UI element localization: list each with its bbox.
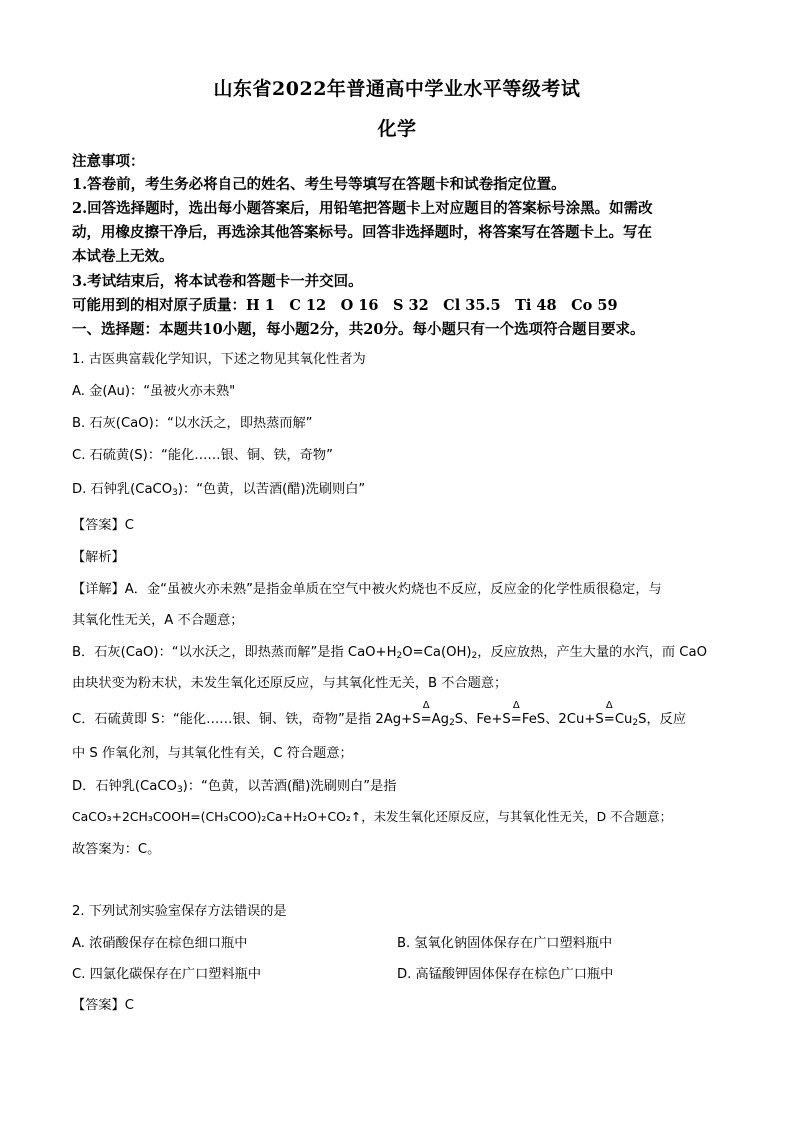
notice-item-2-line-3: 本试卷上无效。 (72, 248, 174, 265)
q1-explanation-b-line-1: B．石灰(CaO)：“以水沃之，即热蒸而解”是指 $CaO+H_2O=Ca(OH)_2$，反应放热，产生大量的水汽，而 CaO (72, 645, 707, 661)
q1-explanation-c-line-2: 中 S 作氧化剂，与其氧化性有关，C 符合题意； (72, 746, 353, 761)
notice-item-2-line-1: 2.回答选择题时，选出每小题答案后，用铅笔把答题卡上对应题目的答案标号涂黑。如需改 (72, 200, 653, 217)
q1-explanation-c-line-1: C．石硫黄即 S：“能化……银、铜、铁，奇物”是指 2Ag+S= Δ $Ag_2S$、Fe+S= Δ FeS、2Cu+S= Δ $Cu_2S$，反应 (72, 700, 687, 728)
q1-option-b: B. 石灰(CaO)：“以水沃之，即热蒸而解” (72, 416, 313, 431)
q2-option-b: B. 氢氧化钠固体保存在广口塑料瓶中 (397, 936, 613, 951)
heat-symbol: Δ (422, 700, 430, 711)
q1-answer: 【答案】C (72, 518, 134, 533)
q2-option-a: A. 浓硝酸保存在棕色细口瓶中 (72, 936, 248, 951)
q1-explanation-a-line-2: 其氧化性无关，A 不合题意； (72, 613, 244, 628)
notice-item-2-line-2: 动，用橡皮擦干净后，再选涂其他答案标号。回答非选择题时，将答案写在答题卡上。写在 (72, 224, 652, 241)
q1-analysis-tag: 【解析】 (72, 550, 125, 565)
q1-stem: 1. 古医典富载化学知识，下述之物见其氧化性者为 (72, 352, 366, 367)
q1-option-c: C. 石硫黄(S)：“能化……银、铜、铁，奇物” (72, 448, 333, 463)
notice-heading: 注意事项： (72, 153, 145, 170)
heat-symbol: Δ (605, 700, 613, 711)
q1-option-d: D. 石钟乳(CaCO$_3$)：“色黄，以苦酒(醋)洗刷则白” (72, 482, 366, 498)
section-heading: 一、选择题：本题共10小题，每小题2分，共20分。每小题只有一个选项符合题目要求。 (72, 321, 645, 338)
notice-item-3: 3.考试结束后，将本试卷和答题卡一并交回。 (72, 273, 363, 290)
exam-title: 山东省2022年普通高中学业水平等级考试 (213, 78, 581, 100)
atomic-masses: 可能用到的相对原子质量：H 1 C 12 O 16 S 32 Cl 35.5 Ti 48 Co 59 (72, 297, 618, 314)
q1-explanation-d-line-1: D．石钟乳(CaCO$_3$)：“色黄，以苦酒(醋)洗刷则白”是指 (72, 779, 397, 795)
q2-option-c: C. 四氯化碳保存在广口塑料瓶中 (72, 967, 262, 982)
subject-title: 化学 (377, 118, 417, 140)
q2-option-d: D. 高锰酸钾固体保存在棕色广口瓶中 (397, 967, 614, 982)
q1-explanation-b-line-2: 由块状变为粉末状，未发生氧化还原反应，与其氧化性无关，B 不合题意； (72, 676, 508, 691)
q1-conclusion: 故答案为：C。 (72, 842, 161, 857)
q1-explanation-d-line-2: CaCO₃+2CH₃COOH=(CH₃COO)₂Ca+H₂O+CO₂↑，未发生氧化还原反应，与其氧化性无关，D 不合题意； (72, 809, 673, 824)
notice-item-1: 1.答卷前，考生务必将自己的姓名、考生号等填写在答题卡和试卷指定位置。 (72, 176, 566, 193)
heat-symbol: Δ (512, 700, 520, 711)
q1-explanation-a-line-1: 【详解】A．金“虽被火亦未熟”是指金单质在空气中被火灼烧也不反应，反应金的化学性质很稳定，与 (72, 582, 662, 597)
q1-option-a: A. 金(Au)：“虽被火亦未熟" (72, 384, 236, 399)
q2-answer: 【答案】C (72, 998, 134, 1013)
q2-stem: 2. 下列试剂实验室保存方法错误的是 (72, 904, 287, 919)
